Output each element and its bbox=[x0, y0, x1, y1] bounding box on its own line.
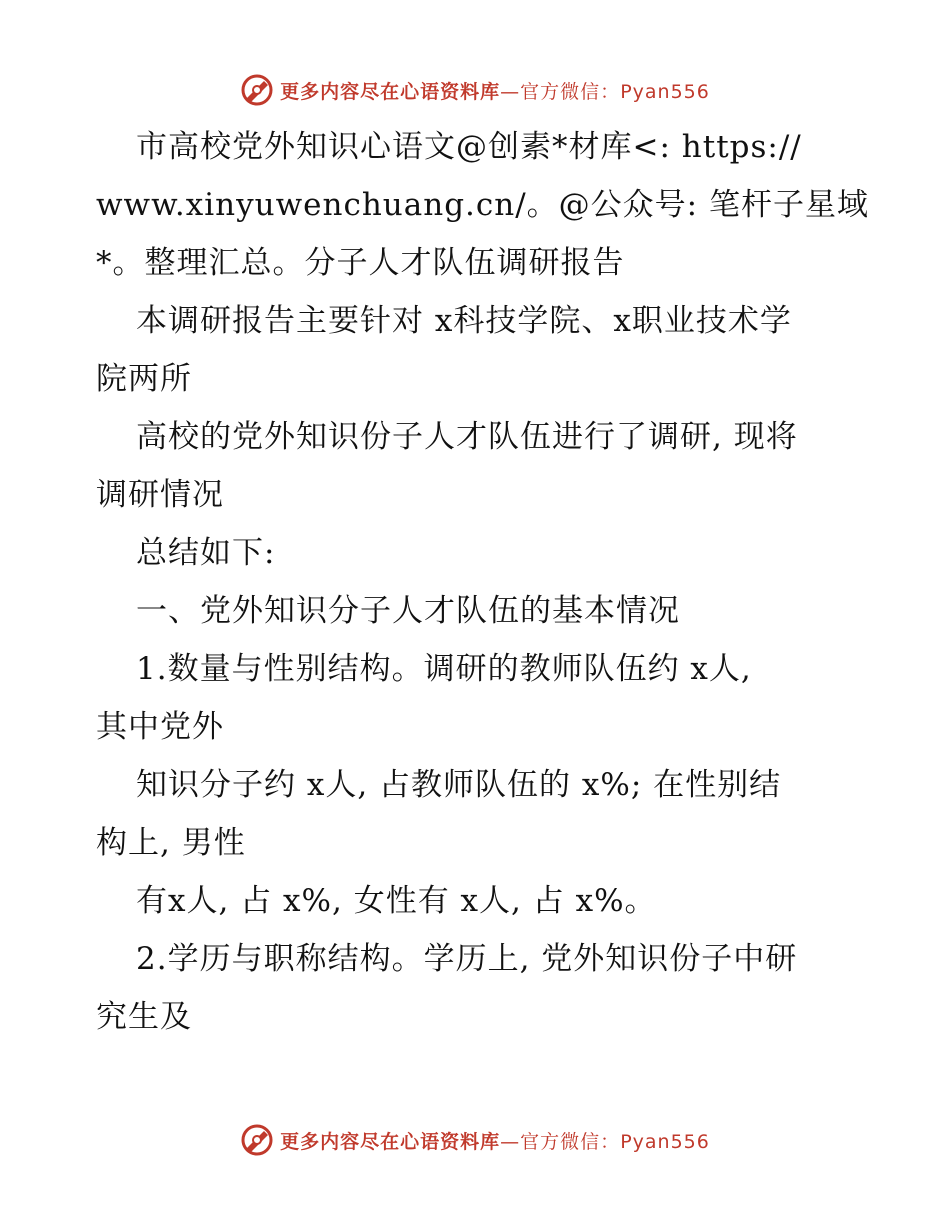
banner-separator: — bbox=[500, 1130, 521, 1153]
header-banner bbox=[0, 70, 950, 110]
pen-circle-logo-icon bbox=[240, 73, 274, 107]
text-line: 1.数量与性别结构。调研的教师队伍约 x人, bbox=[136, 651, 752, 687]
text-line: 高校的党外知识份子人才队伍进行了调研, 现将 bbox=[136, 419, 798, 455]
text-line: 院两所 bbox=[96, 361, 192, 397]
banner-brand: 更多内容尽在心语资料库 bbox=[280, 1130, 501, 1153]
banner-text bbox=[280, 1127, 710, 1154]
text-line: 市高校党外知识心语文@创素*材库<: https:// bbox=[136, 129, 802, 165]
footer-banner bbox=[0, 1120, 950, 1160]
text-line: www.xinyuwenchuang.cn/。@公众号: 笔杆子星域 bbox=[96, 187, 869, 223]
document-body bbox=[96, 118, 869, 1046]
text-line: 一、党外知识分子人才队伍的基本情况 bbox=[136, 593, 680, 629]
text-line: 总结如下: bbox=[136, 535, 276, 571]
text-line: 2.学历与职称结构。学历上, 党外知识份子中研 bbox=[136, 941, 798, 977]
text-line: 知识分子约 x人, 占教师队伍的 x%; 在性别结 bbox=[136, 767, 782, 803]
banner-text bbox=[280, 77, 710, 104]
banner-wechat-label: 官方微信： bbox=[520, 80, 621, 103]
banner-wechat-label: 官方微信： bbox=[520, 1130, 621, 1153]
banner-brand: 更多内容尽在心语资料库 bbox=[280, 80, 501, 103]
banner-wechat-id: Pyan556 bbox=[620, 80, 710, 103]
text-line: *。整理汇总。分子人才队伍调研报告 bbox=[96, 245, 625, 281]
text-line: 究生及 bbox=[96, 999, 192, 1035]
text-line: 其中党外 bbox=[96, 709, 224, 745]
banner-wechat-id: Pyan556 bbox=[620, 1130, 710, 1153]
text-line: 调研情况 bbox=[96, 477, 224, 513]
text-line: 本调研报告主要针对 x科技学院、x职业技术学 bbox=[136, 303, 792, 339]
banner-separator: — bbox=[500, 80, 521, 103]
text-line: 有x人, 占 x%, 女性有 x人, 占 x%。 bbox=[136, 883, 657, 919]
text-line: 构上, 男性 bbox=[96, 825, 246, 861]
pen-circle-logo-icon bbox=[240, 1123, 274, 1157]
